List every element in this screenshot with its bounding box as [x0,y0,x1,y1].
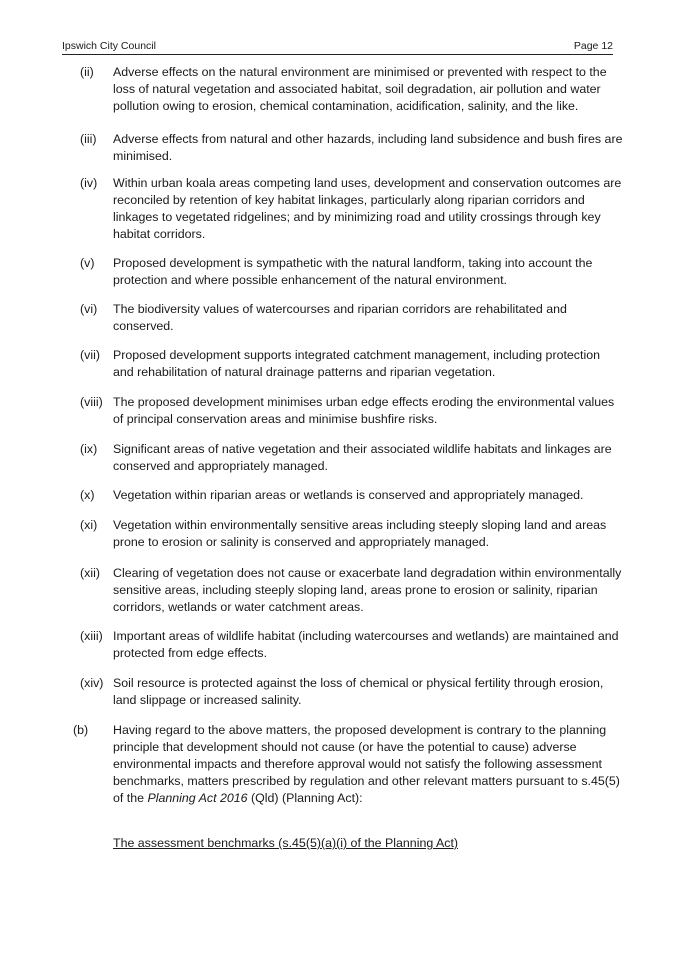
text-run: (Qld) (Planning Act): [247,791,363,805]
text-line: reconciled by retention of key habitat linkages, particularly along riparian corridors and [113,193,585,207]
list-item [0,565,675,616]
list-item-number: (x) [80,488,95,502]
list-item [0,131,675,165]
text-line: Proposed development supports integrated catchment management, including protection [113,348,600,362]
text-run: of the [113,791,148,805]
text-line: Within urban koala areas competing land uses, development and conservation outcomes are [113,176,622,190]
list-item [0,64,675,115]
list-item-text [113,517,633,551]
text-line: The proposed development minimises urban edge effects eroding the environmental values [113,395,615,409]
text-line: Adverse effects from natural and other hazards, including land subsidence and bush fires are [113,132,623,146]
text-line: pollution owing to erosion, chemical contamination, acidification, salinity, and the like. [113,99,579,113]
list-item [0,394,675,428]
text-line: land slippage or increased salinity. [113,693,302,707]
list-item-number: (v) [80,256,95,270]
text-line: corridors, wetlands or water catchment areas. [113,600,364,614]
page-header [62,39,613,55]
list-item-number: (xiv) [80,676,104,690]
text-line: Important areas of wildlife habitat (including watercourses and wetlands) are maintained and [113,629,619,643]
text-line: loss of natural vegetation and associated habitat, soil degradation, air pollution and water [113,82,601,96]
text-line: protected from edge effects. [113,646,268,660]
list-item-text [113,441,633,475]
text-line: Vegetation within environmentally sensitive areas including steeply sloping land and areas [113,518,607,532]
text-line: and rehabilitation of natural drainage patterns and riparian vegetation. [113,365,496,379]
list-item-number: (xii) [80,566,100,580]
list-item-number: (viii) [80,395,103,409]
list-item-text [113,255,633,289]
list-item-number: (xiii) [80,629,103,643]
list-item-text [113,675,633,709]
text-line: environmental impacts and therefore approval would not satisfy the following assessment [113,757,603,771]
text-line: conserved. [113,319,174,333]
section-subheading: The assessment benchmarks (s.45(5)(a)(i) of the Planning Act) [113,836,459,850]
list-item-text [113,394,633,428]
list-item-text [113,487,633,504]
text-line: Clearing of vegetation does not cause or exacerbate land degradation within environmentally [113,566,622,580]
text-line: benchmarks, matters prescribed by regulation and other relevant matters pursuant to s.45(5) [113,774,620,788]
text-line: Having regard to the above matters, the proposed development is contrary to the planning [113,723,607,737]
list-item [0,675,675,709]
text-line: minimised. [113,149,173,163]
list-item [0,175,675,243]
list-item-text [113,64,633,115]
list-item [0,347,675,381]
text-line: Soil resource is protected against the loss of chemical or physical fertility through erosion, [113,676,604,690]
text-line: sensitive areas, including steeply sloping land, areas prone to erosion or salinity, riparian [113,583,598,597]
list-item [0,628,675,662]
list-item [0,301,675,335]
list-item-number: (ii) [80,65,94,79]
list-item [0,487,675,504]
paragraph-b [0,722,675,807]
text-line: Proposed development is sympathetic with the natural landform, taking into account the [113,256,593,270]
list-item-number: (vi) [80,302,98,316]
act-title: Planning Act 2016 [147,791,248,805]
list-item-number: (xi) [80,518,98,532]
text-line: The biodiversity values of watercourses and riparian corridors are rehabilitated and [113,302,567,316]
list-item [0,255,675,289]
list-item [0,441,675,475]
text-line: linkages to vegetated ridgelines; and by minimizing road and utility crossings through key [113,210,601,224]
header-page-number: Page 12 [573,40,613,52]
list-item-text [113,175,633,243]
list-item-number: (iv) [80,176,98,190]
list-item [0,517,675,551]
list-item-text [113,347,633,381]
list-item-number: (vii) [80,348,100,362]
text-line: principle that development should not cause (or have the potential to cause) adverse [113,740,577,754]
text-line: Significant areas of native vegetation and their associated wildlife habitats and linkages are [113,442,612,456]
list-item-number: (ix) [80,442,98,456]
text-line: protection and where possible enhancement of the natural environment. [113,273,507,287]
text-line: conserved and appropriately managed. [113,459,328,473]
list-item-text [113,565,633,616]
header-council-name: Ipswich City Council [62,40,156,52]
text-line: habitat corridors. [113,227,206,241]
paragraph-text [113,722,633,807]
text-line: Vegetation within riparian areas or wetlands is conserved and appropriately managed. [113,488,584,502]
list-item-number: (iii) [80,132,97,146]
text-line: of principal conservation areas and minimise bushfire risks. [113,412,438,426]
text-line: Adverse effects on the natural environment are minimised or prevented with respect to the [113,65,607,79]
text-line: prone to erosion or salinity is conserved and appropriately managed. [113,535,490,549]
text-line [113,790,633,807]
paragraph-number: (b) [73,723,89,737]
list-item-text [113,301,633,335]
header-divider [62,54,613,55]
list-item-text [113,131,633,165]
list-item-text [113,628,633,662]
